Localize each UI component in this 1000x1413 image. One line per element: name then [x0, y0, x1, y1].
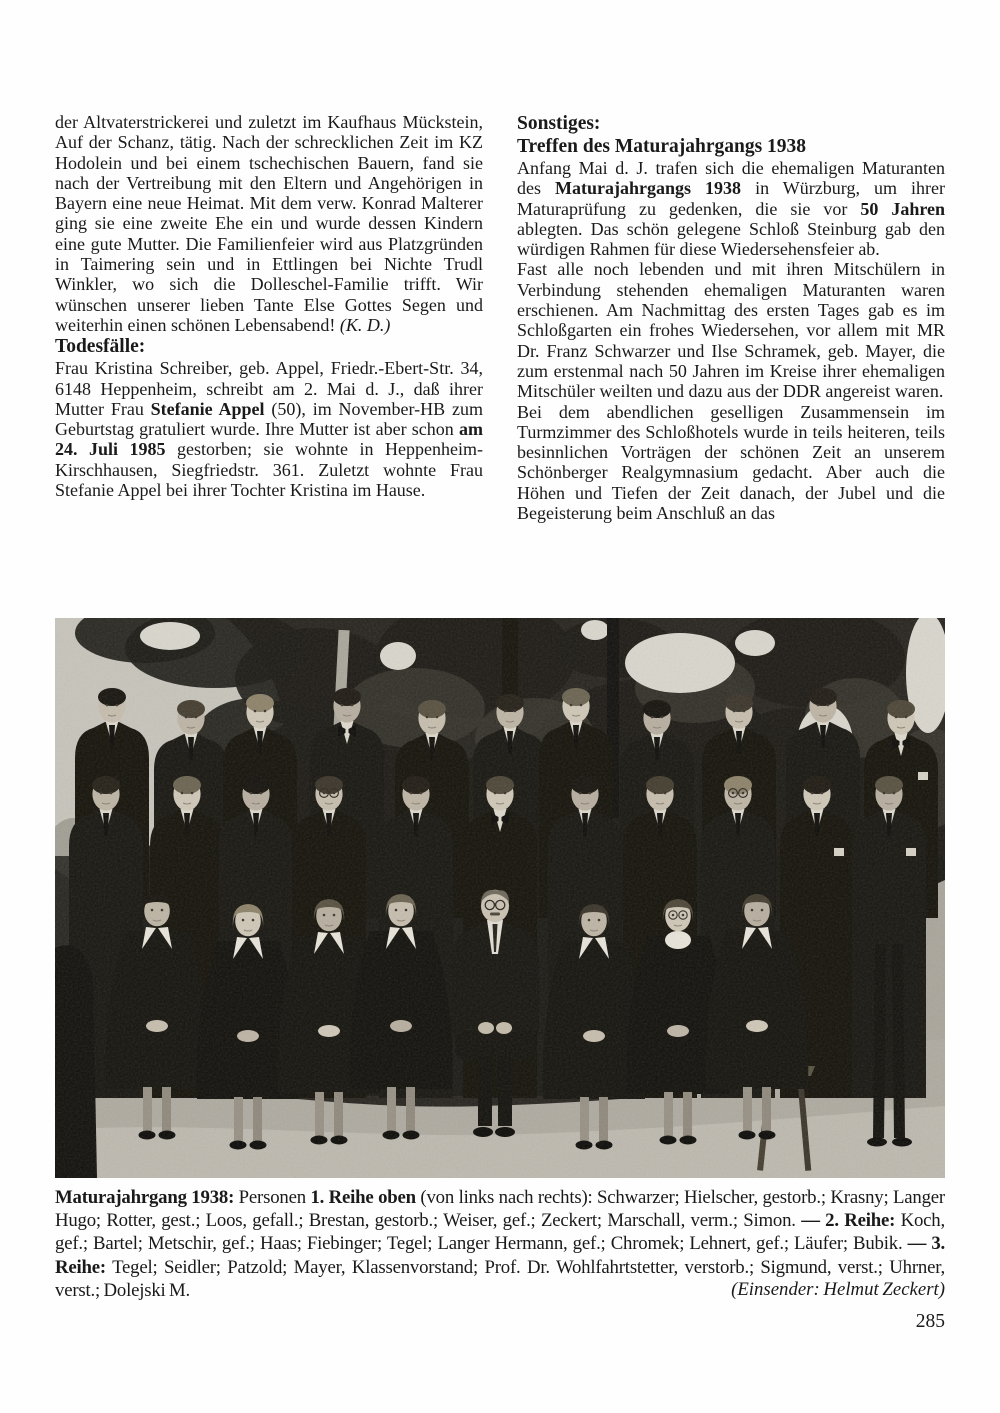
obituary-continuation-paragraph: der Altvaterstrickerei und zuletzt im Kaufhaus Mückstein, Auf der Schanz, tätig. Nach der schrecklichen Zeit im KZ Hodolein und bei einem tschechischen Bauern, fand sie nach der Vertreibung mit den Eltern und Angehörigen in Bayern eine neue Heimat. Mit dem verw. Konrad Malterer ging sie eine zweite Ehe ein und wurde dessen Kindern eine gute Mutter. Die Familienfeier wird aus Platzgründen in Taimering sein und in Ettlingen bei Nichte Trudl Winkler, wo sich die Dolleschel-Familie trifft. Wir wünschen unserer lieben Tante Else Gottes Segen und weiterhin einen schönen Lebensabend! (K. D.)	[55, 112, 483, 335]
class-photo	[55, 618, 945, 1178]
caption-einsender: (Einsender: Helmut Zeckert)	[731, 1278, 945, 1300]
right-column	[517, 112, 945, 523]
caption-text: Maturajahrgang 1938: Personen 1. Reihe oben (von links nach rechts): Schwarzer; Hielscher, gestorb.; Krasny; Langer Hugo; Rotter, gest.; Loos, gefall.; Brestan, gestorb.; Weiser, gef.; Zeckert; Marschall, verm.; Simon. — 2. Reihe: Koch, gef.; Bartel; Metschir, gef.; Haas; Fiebinger; Tegel; Langer Hermann, gef.; Chromek; Lehnert, gef.; Läufer; Bubik. — 3. Reihe: Tegel; Seidler; Patzold; Mayer, Klassenvorstand; Prof. Dr. Wohlfahrtstetter, verstorb.; Sigmund, verst.; Uhrner, verst.; Dolejski M.	[55, 1187, 945, 1301]
photo-caption	[55, 1186, 945, 1302]
left-column	[55, 112, 483, 523]
sonstiges-heading: Sonstiges:	[517, 113, 601, 134]
treffen-paragraph-3: Bei dem abendlichen geselligen Zusammensein im Turmzimmer des Schloßhotels wurde in teils heiteren, teils besinnlichen Vorträgen der schönen Zeit an unserem Schönberger Realgymnasium gedacht. Aber auch die Höhen und Tiefen der Zeit danach, der Jubel und die Begeisterung beim Anschluß an das	[517, 401, 945, 524]
text-columns	[55, 112, 945, 523]
class-photo-illustration	[55, 618, 945, 1178]
treffen-paragraph-2: Fast alle noch lebenden und mit ihren Mitschülern in Verbindung stehenden ehemaligen Maturanten waren erschienen. Am Nachmittag des ersten Tages gab es im Schloßgarten ein frohes Wiedersehen, vor allem mit MR Dr. Franz Schwarzer und Ilse Schramek, geb. Mayer, die zum erstenmal nach 50 Jahren im Kreise ihrer ehemaligen Mitschüler weilten und dazu aus der DDR angereist waren.	[517, 259, 945, 402]
treffen-paragraph-1: Anfang Mai d. J. trafen sich die ehemaligen Maturanten des Maturajahrgangs 1938 in Würzburg, um ihrer Maturaprüfung zu gedenken, die sie vor 50 Jahren ablegten. Das schön gelegene Schloß Steinburg gab den würdigen Rahmen für diese Wiedersehensfeier ab.	[517, 158, 945, 260]
page-number: 285	[915, 1311, 945, 1332]
todesfaelle-heading: Todesfälle:	[55, 336, 146, 358]
treffen-heading: Treffen des Maturajahrgangs 1938	[517, 136, 807, 157]
todesfaelle-paragraph: Frau Kristina Schreiber, geb. Appel, Friedr.-Ebert-Str. 34, 6148 Heppenheim, schreibt am 2. Mai d. J., daß ihrer Mutter Frau Stefanie Appel (50), im November-HB zum Geburtstag gratuliert wurde. Ihre Mutter ist aber schon am 24. Juli 1985 gestorben; sie wohnte in Heppenheim-Kirschhausen, Siegfriedstr. 361. Zuletzt wohnte Frau Stefanie Appel bei ihrer Tochter Kristina im Hause.	[55, 358, 483, 501]
